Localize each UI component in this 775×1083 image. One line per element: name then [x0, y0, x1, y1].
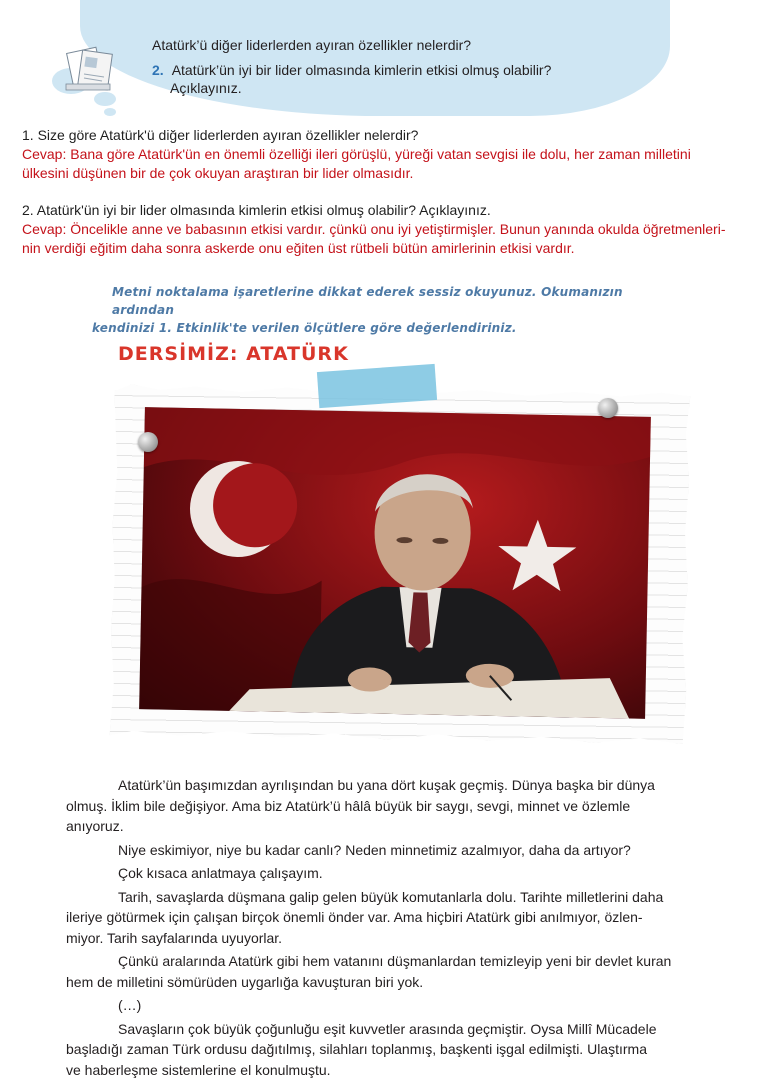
paragraph [66, 887, 698, 949]
text-line: Tarih, savaşlarda düşmana galip gelen büyük komutanlarla dolu. Tarihte milletlerini daha [118, 888, 664, 905]
text-line: başladığı zaman Türk ordusu dağıtılmış, silahları toplanmış, başkenti işgal edilmişti. Ulaştırma [66, 1041, 647, 1057]
pin-icon [138, 432, 158, 452]
text-line: anıyoruz. [66, 818, 124, 834]
answer-2-line2: nin verdiği eğitim daha sonra askerde onu eğiten üst rütbeli bütün amirlerinin etkisi vardır. [22, 240, 575, 256]
instruction-line2: kendinizi 1. Etkinlik'te verilen ölçütlere göre değerlendiriniz. [92, 321, 517, 335]
text-line: Savaşların çok büyük çoğunluğu eşit kuvvetler arasında geçmiştir. Oysa Millî Mücadele [118, 1020, 657, 1037]
bubble-question-1 [152, 37, 471, 53]
text-line: olmuş. İklim bile değişiyor. Ama biz Atatürk’ü hâlâ büyük bir saygı, sevgi, minnet ve özlemle [66, 797, 631, 814]
bubble-dot [94, 92, 116, 106]
books-papers-icon [62, 44, 118, 94]
text-line: Atatürk’ün başımızdan ayrılışından bu yana dört kuşak geçmiş. Dünya başka bir dünya [118, 777, 655, 793]
answer-question-2: 2. Atatürk'ün iyi bir lider olmasında kimlerin etkisi olmuş olabilir? Açıklayınız. [22, 202, 491, 218]
reading-instruction [92, 283, 652, 337]
answer-question-1: 1. Size göre Atatürk'ü diğer liderlerden ayıran özellikler nelerdir? [22, 127, 419, 143]
question-number: 2. [152, 62, 164, 78]
paragraph [66, 775, 698, 837]
bubble-question-2 [152, 62, 551, 78]
text-line: hem de milletini sömürüden uygarlığa kavuşturan biri yok. [66, 973, 424, 990]
paragraph [66, 1019, 698, 1081]
paragraph: Çok kısaca anlatmaya çalışayım. [118, 865, 323, 881]
paragraph [66, 951, 698, 992]
question-bubble [80, 0, 670, 116]
paragraph: Niye eskimiyor, niye bu kadar canlı? Neden minnetimiz azalmıyor, daha da artıyor? [118, 841, 631, 858]
ataturk-portrait-image [139, 407, 651, 719]
text-line: Çünkü aralarında Atatürk gibi hem vatanını düşmanlardan temizleyip yeni bir devlet kuran [118, 953, 672, 969]
bubble-question-1-text: Atatürk’ü diğer liderlerden ayıran özellikler nelerdir? [152, 37, 472, 53]
reading-passage [66, 775, 698, 1083]
text-line: ve haberleşme sistemlerine el konulmuştu. [66, 1061, 331, 1078]
text-line: miyor. Tarih sayfalarında uyuyorlar. [66, 929, 283, 946]
bubble-question-2-text: Atatürk’ün iyi bir lider olmasında kimlerin etkisi olmuş olabilir? [171, 62, 552, 78]
answer-2-line1: Cevap: Öncelikle anne ve babasının etkisi vardır. çünkü onu iyi yetiştirmişler. Bunun yanında okulda öğretmenleri- [22, 221, 726, 237]
pin-icon [598, 398, 618, 418]
portrait-illustration [139, 407, 651, 719]
bubble-question-2-line2: Açıklayınız. [170, 80, 242, 96]
paragraph: (…) [118, 997, 142, 1013]
answer-1-line2: ülkesini düşünen bir de çok okuyan araştıran bir lider olmasıdır. [22, 165, 414, 181]
bubble-dot [104, 108, 116, 116]
answers-section [22, 126, 762, 258]
answer-1-line1: Cevap: Bana göre Atatürk'ün en önemli özelliği ileri görüşlü, yüreği vatan sevgisi ile dolu, her zaman milletini [22, 146, 691, 162]
lesson-title: DERSİMİZ: ATATÜRK [118, 343, 349, 365]
text-line: ileriye götürmek için çalışan birçok önemli önder var. Ama hiçbiri Atatürk gibi anılmıyor, özlen- [66, 909, 643, 925]
instruction-line1: Metni noktalama işaretlerine dikkat ederek sessiz okuyunuz. Okumanızın ardından [112, 285, 623, 317]
